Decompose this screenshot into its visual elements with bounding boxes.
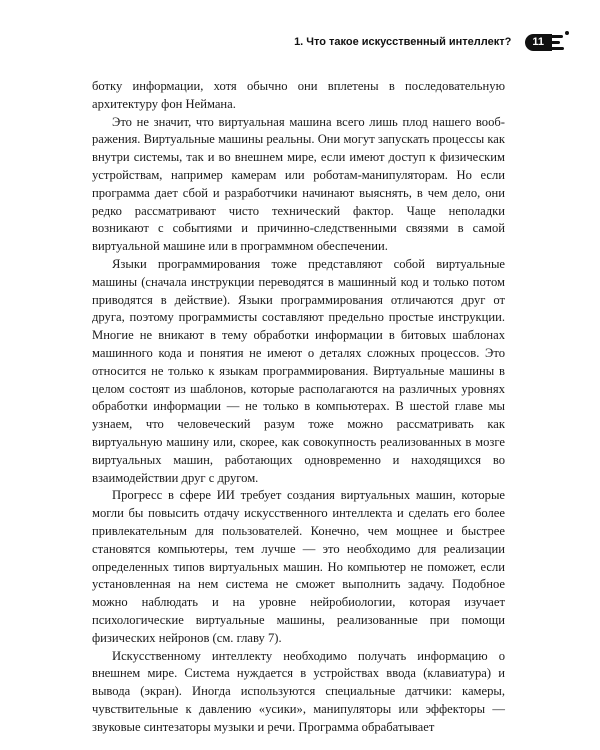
paragraph-continued: ботку информации, хотя обычно они вплетены в последовательную архитектуру фон Неймана. — [92, 79, 505, 111]
running-header — [294, 33, 552, 51]
dot-icon — [565, 31, 569, 35]
paragraph: Прогресс в сфере ИИ требует создания виртуальных машин, которые могли бы повысить отдачу искусственного интеллекта и сделать его более привлекательным для пользователей. Конечно, чем мощнее и быстрее становятся компьютеры, тем лучше — это необходимо для реализации определенных типов виртуальных машин. Но компьютер не поможет, если установленная на нем система не сможет выполнить задачу. Подобное можно наблюдать и на уровне нейробиологии, которая изучает психологические виртуальные машины, реализованные при помощи физических нейронов (см. главу 7). — [92, 488, 505, 645]
chapter-title: 1. Что такое искусственный интеллект? — [294, 36, 512, 48]
page-number-badge — [525, 34, 552, 51]
speed-lines-icon — [552, 34, 566, 51]
page-number: 11 — [532, 35, 544, 48]
paragraph: Языки программирования тоже представляют собой виртуальные машины (сначала инструкции переводятся в машинный код и только потом приводятся в действие). Языки программирования отличаются друг от друга, поэтому программисты составляют предельно простые инструкции. Многие не вникают в тему обработки информации в битовых шаблонах машинного кода и понятия не имеют о деталях сложных процессов. Это относится не только к языкам программирования. Виртуальные машины в целом состоят из шаблонов, которые располагаются на различных уровнях обработки информации — не только в компьютерах. В шестой главе мы узнаем, что человеческий разум тоже можно рассматривать как виртуальную машину или, скорее, как совокупность реализованных в мозге виртуальных машин, работающих одновременно и находящихся во взаимодействии друг с другом. — [92, 256, 505, 485]
paragraph: Искусственному интеллекту необходимо получать информацию о внешнем мире. Система нуждается в устройствах ввода (клавиатура) и вывода (экран). Иногда используются специальные датчики: камеры, чувствительные к давлению «усики», манипуляторы или эффекторы — звуковые синтезаторы музыки и речи. Программа обрабатывает — [92, 648, 505, 734]
paragraph: Это не значит, что виртуальная машина всего лишь плод нашего воображения. Виртуальные машины реальны. Они могут запускать процессы как внутри системы, так и во внешнем мире, если имеют доступ к физическим устройствам, например камерам или роботам-манипуляторам. Но если программа дает сбой и разработчики начинают выяснять, в чем дело, они редко рассматривают чисто технический фактор. Чаще неполадки возникают с событиями и причинно-следственными связями в самой виртуальной машине или в программном обеспечении. — [92, 114, 505, 254]
body-text — [92, 78, 505, 736]
